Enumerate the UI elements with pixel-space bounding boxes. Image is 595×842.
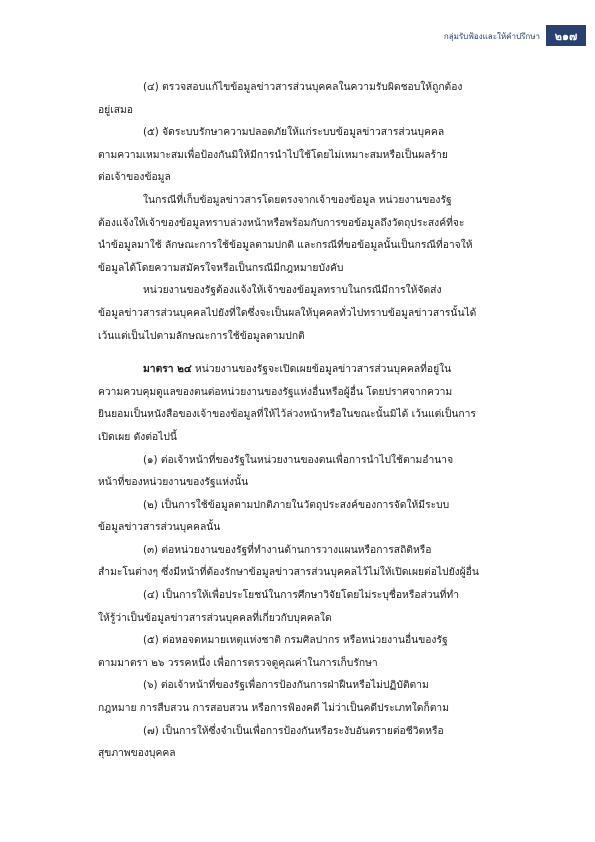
text-line: (๑) ต่อเจ้าหน้าที่ของรัฐในหน่วยงานของตนเพื่อการนำไปใช้ตามอำนาจ [143,453,454,466]
header-title: กลุ่มรับฟ้องและให้คำปรึกษา [443,32,540,41]
text-line: เปิดเผย ดังต่อไปนี้ [98,430,177,443]
text-line: (๔) ตรวจสอบแก้ไขข้อมูลข่าวสารส่วนบุคคลในความรับผิดชอบให้ถูกต้อง [143,81,463,93]
section-heading: มาตรา ๒๔ [143,363,192,376]
page-number-badge: ๒๑๗ [546,25,586,46]
text-line: อยู่เสมอ [98,103,133,116]
text-line: (๖) ต่อเจ้าหน้าที่ของรัฐเพื่อการป้องกันการฝ่าฝืนหรือไม่ปฏิบัติตาม [143,679,429,692]
text-line: (๒) เป็นการใช้ข้อมูลตามปกติภายในวัตถุประสงค์ของการจัดให้มีระบบ [143,498,450,511]
text-line: ความควบคุมดูแลของตนต่อหน่วยงานของรัฐแห่งอื่นหรือผู้อื่น โดยปราศจากความ [98,385,453,398]
section-text: หน่วยงานของรัฐจะเปิดเผยข้อมูลข่าวสารส่วนบุคคลที่อยู่ใน [191,363,452,376]
text-line: ให้รู้ว่าเป็นข้อมูลข่าวสารส่วนบุคคลที่เกี่ยวกับบุคคลใด [98,611,332,624]
text-line: ตามมาตรา ๒๖ วรรคหนึ่ง เพื่อการตรวจดูคุณค่าในการเก็บรักษา [98,656,378,669]
text-line: ข้อมูลข่าวสารส่วนบุคคลไปยังที่ใดซึ่งจะเป็นผลให้บุคคลทั่วไปทราบข้อมูลข่าวสารนั้นได้ [98,306,477,319]
text-line: หน่วยงานของรัฐต้องแจ้งให้เจ้าของข้อมูลทราบในกรณีมีการให้จัดส่ง [143,284,442,297]
text-line: เว้นแต่เป็นไปตามลักษณะการใช้ข้อมูลตามปกติ [98,329,305,342]
text-line: ข้อมูลได้โดยความสมัครใจหรือเป็นกรณีมีกฎหมายบังคับ [98,261,344,274]
section-24-line [98,358,538,381]
text-line: (๔) เป็นการให้เพื่อประโยชน์ในการศึกษาวิจัยโดยไม่ระบุชื่อหรือส่วนที่ทำ [143,589,459,602]
text-line: ในกรณีที่เก็บข้อมูลข่าวสารโดยตรงจากเจ้าของข้อมูล หน่วยงานของรัฐ [143,193,452,206]
text-line: ข้อมูลข่าวสารส่วนบุคคลนั้น [98,521,221,534]
document-body [98,76,538,765]
text-line: ต้องแจ้งให้เจ้าของข้อมูลทราบล่วงหน้าหรือพร้อมกับการขอข้อมูลถึงวัตถุประสงค์ที่จะ [98,216,465,229]
text-line: สุขภาพของบุคคล [98,747,176,760]
text-line: ตามความเหมาะสมเพื่อป้องกันมิให้มีการนำไปใช้โดยไม่เหมาะสมหรือเป็นผลร้าย [98,148,448,161]
text-line: (๓) ต่อหน่วยงานของรัฐที่ทำงานด้านการวางแผนหรือการสถิติหรือ [143,543,432,556]
text-line: (๕) จัดระบบรักษาความปลอดภัยให้แก่ระบบข้อมูลข่าวสารส่วนบุคคล [143,126,445,139]
text-line: นำข้อมูลมาใช้ ลักษณะการใช้ข้อมูลตามปกติ และกรณีที่ขอข้อมูลนั้นเป็นกรณีที่อาจให้ [98,239,473,252]
text-line: ต่อเจ้าของข้อมูล [98,171,171,184]
text-line: (๕) ต่อหอจดหมายเหตุแห่งชาติ กรมศิลปากร หรือหน่วยงานอื่นของรัฐ [143,634,448,647]
text-line: ยินยอมเป็นหนังสือของเจ้าของข้อมูลที่ให้ไว้ล่วงหน้าหรือในขณะนั้นมิได้ เว้นแต่เป็นการ [98,408,476,421]
text-line: หน้าที่ของหน่วยงานของรัฐแห่งนั้น [98,476,249,489]
text-line: สำมะโนต่างๆ ซึ่งมีหน้าที่ต้องรักษาข้อมูลข่าวสารส่วนบุคคลไว้ไม่ให้เปิดเผยต่อไปยังผู้อื่น [98,566,479,579]
text-line: (๗) เป็นการให้ซึ่งจำเป็นเพื่อการป้องกันหรือระงับอันตรายต่อชีวิตหรือ [143,724,444,737]
text-line: กฎหมาย การสืบสวน การสอบสวน หรือการฟ้องคดี ไม่ว่าเป็นคดีประเภทใดก็ตาม [98,702,449,715]
